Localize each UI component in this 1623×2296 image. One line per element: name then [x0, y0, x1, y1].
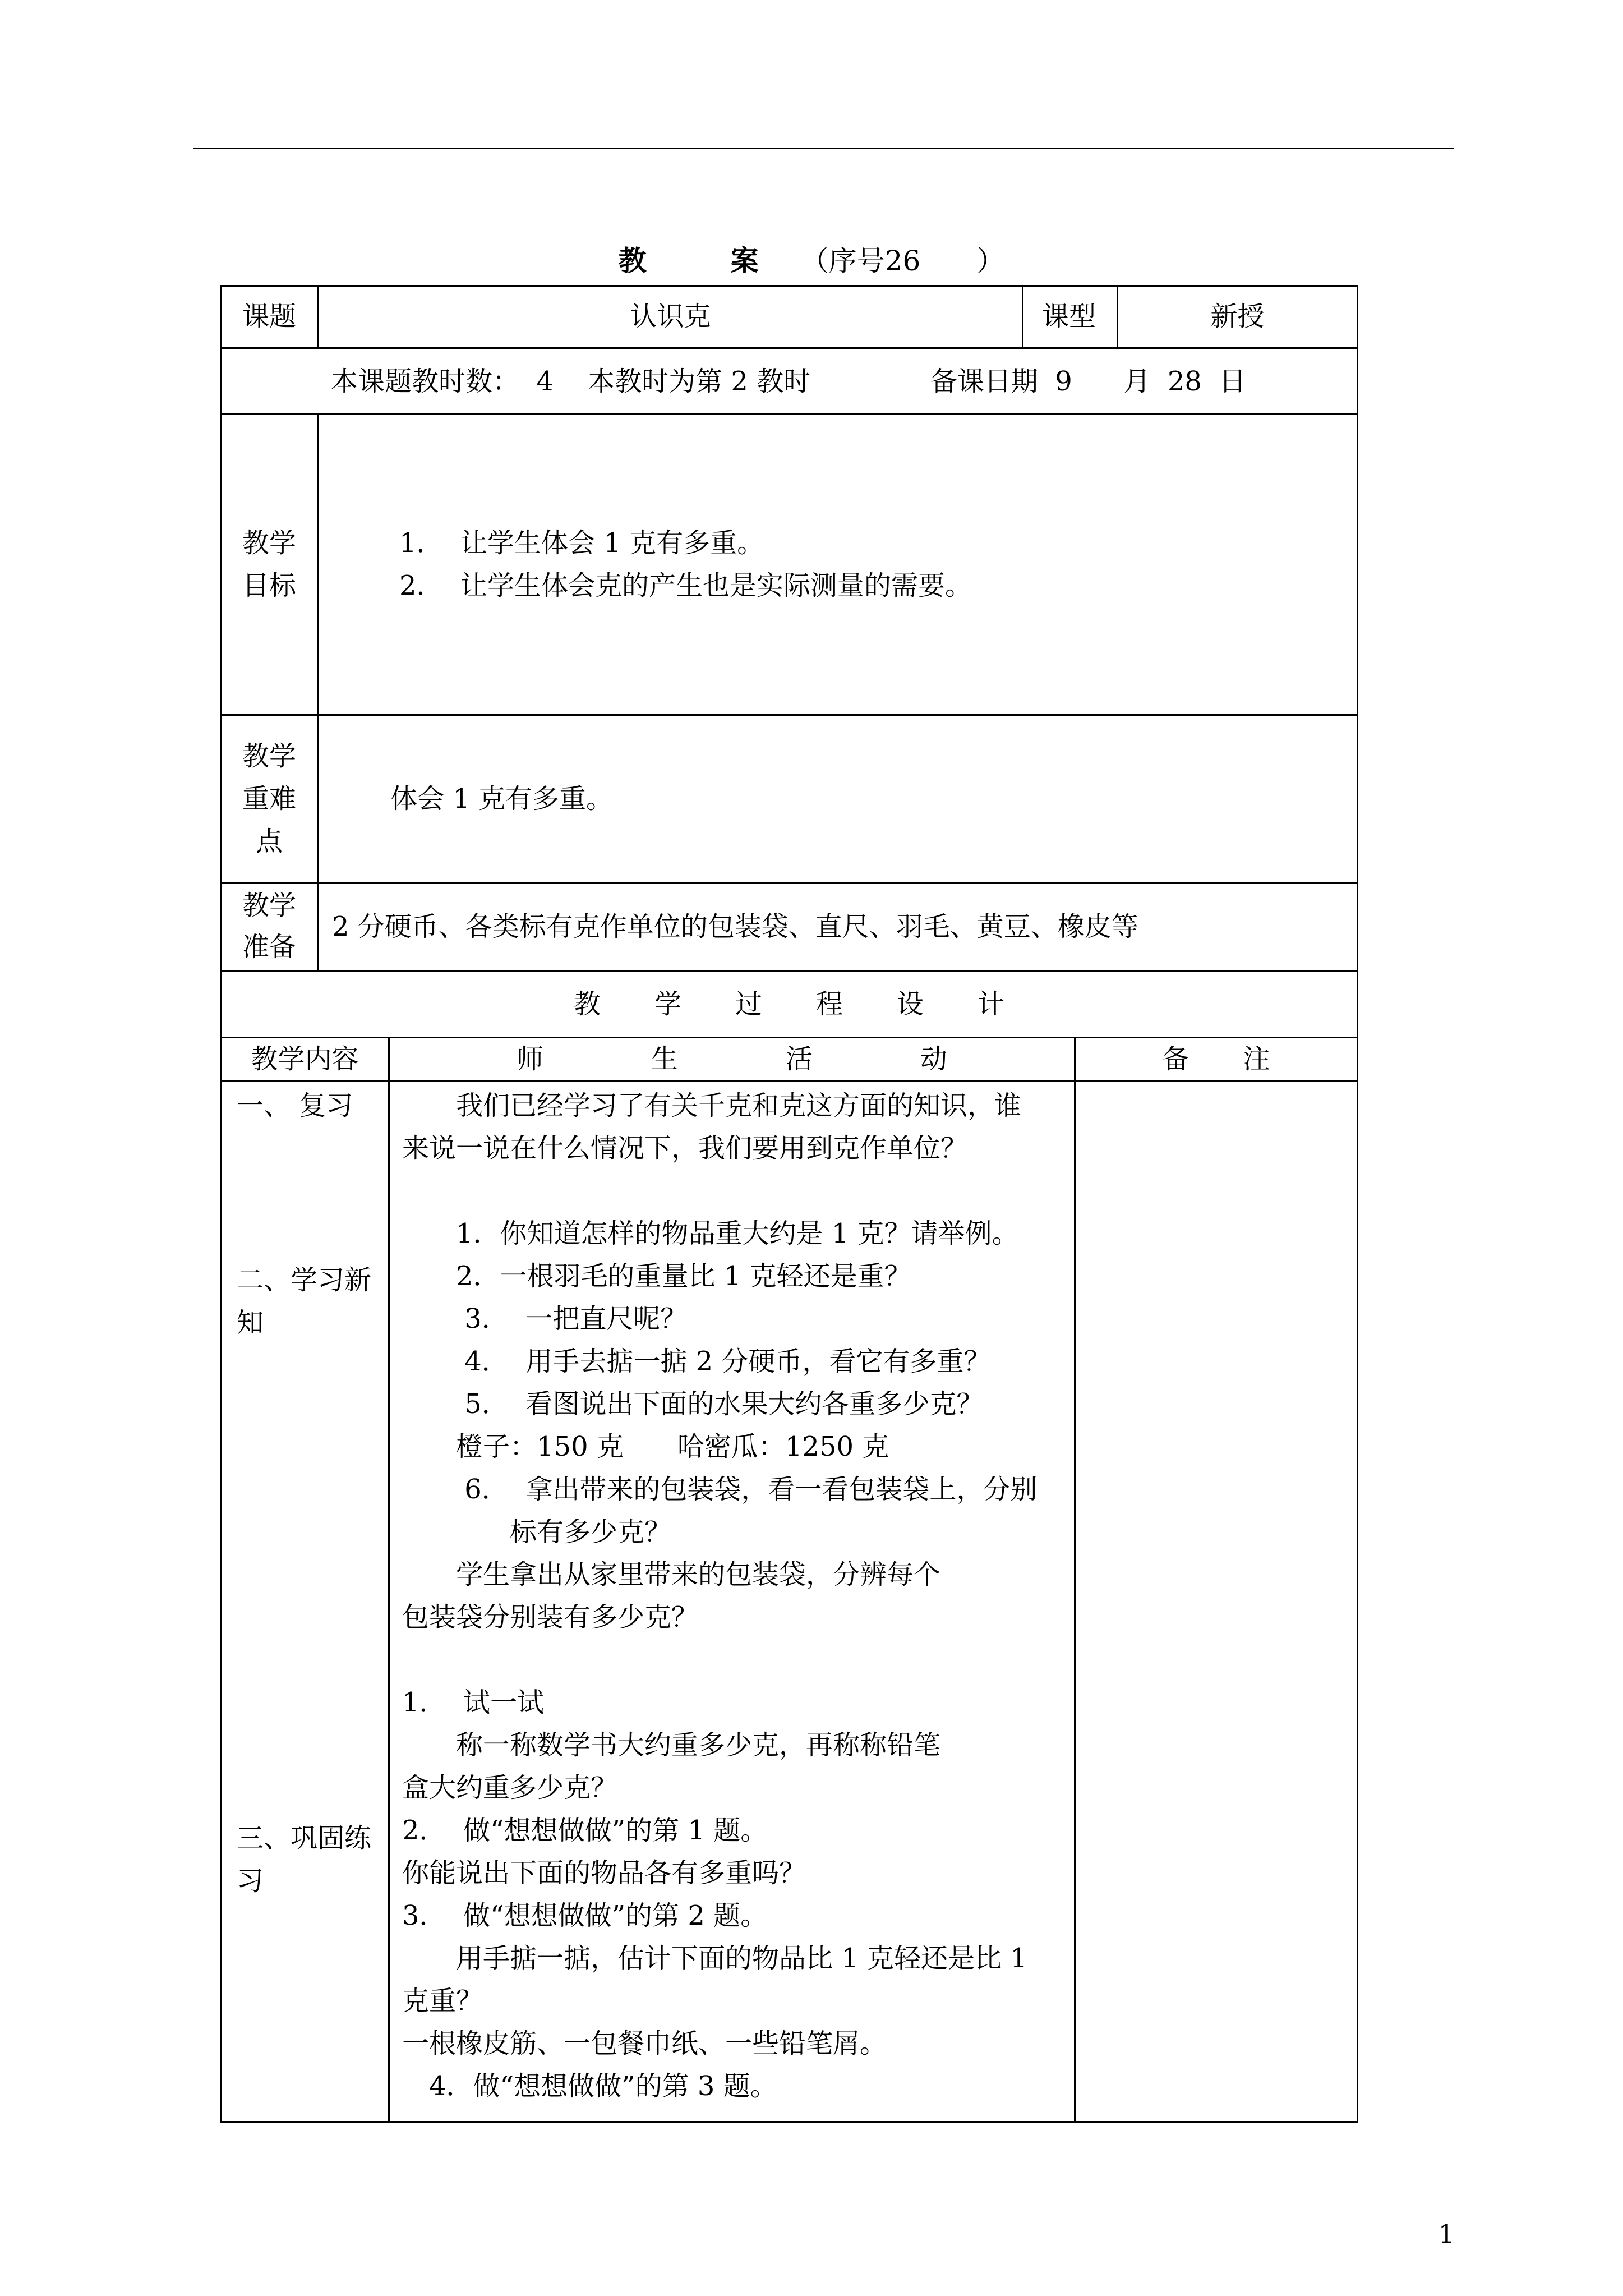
- section-review: 一、 复习: [237, 1090, 353, 1121]
- header-rule: [193, 148, 1454, 149]
- row-divider: [220, 413, 1358, 415]
- col-header-content: 教学内容: [251, 1043, 359, 1075]
- col-header-activity: 师 生 活 动: [516, 1043, 947, 1075]
- activity-line: 3． 一把直尺呢？: [402, 1303, 688, 1335]
- prep-text: 2 分硬币、各类标有克作单位的包装袋、直尺、羽毛、黄豆、橡皮等: [332, 911, 1138, 942]
- prep-label-2: 准备: [242, 931, 297, 963]
- table-border-top: [220, 285, 1358, 287]
- activity-line: 称一称数学书大约重多少克，再称称铅笔: [402, 1729, 941, 1761]
- activity-line: 包装袋分别装有多少克？: [402, 1602, 699, 1633]
- activity-line: 用手掂一掂，估计下面的物品比 1 克轻还是比 1: [402, 1943, 1027, 1974]
- goals-label-1: 教学: [242, 527, 297, 559]
- activity-line: 1．你知道怎样的物品重大约是 1 克？请举例。: [402, 1218, 1019, 1249]
- key-points-text: 体会 1 克有多重。: [390, 783, 614, 815]
- goals-label-2: 目标: [242, 570, 297, 601]
- row-divider: [220, 347, 1358, 349]
- type-value: 新授: [1210, 301, 1265, 332]
- activity-line: 2．一根羽毛的重量比 1 克轻还是重？: [402, 1260, 911, 1292]
- title-text: 教 案: [618, 244, 759, 277]
- row-divider: [220, 714, 1358, 716]
- table-border-right: [1357, 285, 1358, 2123]
- activity-line: 2． 做“想想做做”的第 1 题。: [402, 1815, 768, 1846]
- activity-line: 我们已经学习了有关千克和克这方面的知识，谁: [402, 1090, 1022, 1121]
- period-info: 本课题教时数： 4 本教时为第 2 教时 备课日期 9 月 28 日: [331, 366, 1246, 397]
- activity-line: 6． 拿出带来的包装袋，看一看包装袋上，分别: [402, 1474, 1038, 1505]
- goal-item: 1． 让学生体会 1 克有多重。: [399, 527, 764, 559]
- key-label-3: 点: [256, 826, 283, 857]
- col-header-note: 备 注: [1162, 1043, 1270, 1075]
- goal-item: 2． 让学生体会克的产生也是实际测量的需要。: [399, 570, 972, 601]
- section-practice-cont: 习: [237, 1865, 264, 1897]
- activity-line: 盒大约重多少克？: [402, 1772, 618, 1803]
- page-number: 1: [1438, 2219, 1455, 2249]
- cell-divider: [388, 1037, 390, 2123]
- topic-value: 认识克: [630, 301, 711, 332]
- section-new-knowledge-cont: 知: [237, 1307, 264, 1338]
- row-divider: [220, 882, 1358, 884]
- cell-divider: [317, 413, 319, 972]
- cell-divider: [1074, 1037, 1076, 2123]
- key-label-1: 教学: [242, 740, 297, 772]
- activity-line: 4．做“想想做做”的第 3 题。: [402, 2070, 777, 2102]
- row-divider: [220, 970, 1358, 972]
- section-new-knowledge: 二、学习新: [237, 1264, 372, 1296]
- activity-line: 标有多少克？: [402, 1516, 672, 1548]
- activity-line: 来说一说在什么情况下，我们要用到克作单位？: [402, 1133, 968, 1164]
- process-title: 教 学 过 程 设 计: [573, 988, 1004, 1020]
- serial-number: （序号26 ）: [814, 245, 1005, 277]
- activity-line: 1． 试一试: [402, 1687, 545, 1718]
- topic-label: 课题: [242, 301, 297, 332]
- key-label-2: 重难: [242, 783, 297, 815]
- activity-line: 一根橡皮筋、一包餐巾纸、一些铅笔屑。: [402, 2028, 887, 2059]
- page-title: [0, 241, 1623, 280]
- activity-line: 5． 看图说出下面的水果大约各重多少克？: [402, 1388, 984, 1420]
- activity-line: 学生拿出从家里带来的包装袋，分辨每个: [402, 1559, 941, 1590]
- activity-line: 你能说出下面的物品各有多重吗？: [402, 1857, 806, 1889]
- cell-divider: [1022, 285, 1023, 349]
- activity-line: 3． 做“想想做做”的第 2 题。: [402, 1900, 768, 1931]
- table-border-bottom: [220, 2121, 1358, 2123]
- table-border-left: [220, 285, 222, 2123]
- prep-label-1: 教学: [242, 890, 297, 921]
- activity-line: 克重？: [402, 1985, 483, 2017]
- type-label: 课型: [1042, 301, 1096, 332]
- activity-line: 4． 用手去掂一掂 2 分硬币，看它有多重？: [402, 1346, 991, 1377]
- section-practice: 三、巩固练: [237, 1823, 372, 1854]
- activity-line: 橙子：150 克 哈密瓜：1250 克: [402, 1431, 889, 1462]
